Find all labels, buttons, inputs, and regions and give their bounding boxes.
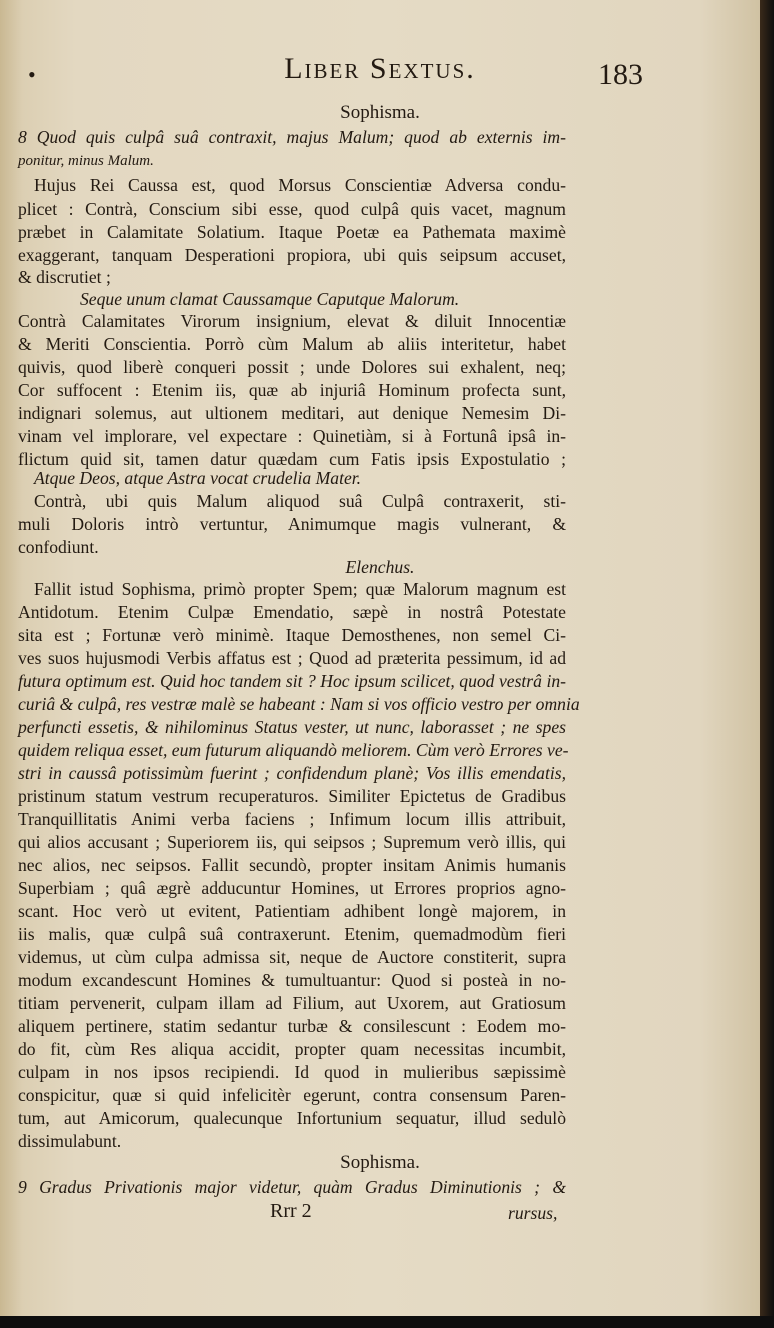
text-line: exaggerant, tanquam Desperationi propiora, ubi quis seipsum accuset, xyxy=(18,245,566,265)
text-line: futura optimum est. Quid hoc tandem sit ? Hoc ipsum scilicet, quod vestrâ in- xyxy=(18,671,566,691)
bottom-edge-shadow xyxy=(0,1316,774,1328)
verse-quote: Atque Deos, atque Astra vocat crudelia Mater. xyxy=(34,468,362,488)
text-line: videmus, ut cùm culpa admissa sit, neque de Auctore constiterit, supra xyxy=(18,947,566,967)
text-line: tum, aut Amicorum, qualecunque Infortunium sequatur, illud sedulò xyxy=(18,1108,566,1128)
text-line: qui alios accusant ; Superiorem iis, qui seipsos ; Supremum verò illis, qui xyxy=(18,832,566,852)
text-line: do fit, cùm Res aliqua accidit, propter quam necessitas incumbit, xyxy=(18,1039,566,1059)
text-line: quidem reliqua esset, eum futurum aliquandò meliorem. Cùm verò Errores ve- xyxy=(18,740,569,760)
page-number: 183 xyxy=(598,58,643,91)
text-line: quivis, quod liberè conqueri possit ; unde Dolores sui exhalent, neq; xyxy=(18,357,566,377)
text-line: stri in caussâ potissimùm fuerint ; confidendum planè; Vos illis emendatis, xyxy=(18,763,566,783)
verse-quote: Seque unum clamat Caussamque Caputque Malorum. xyxy=(80,289,460,309)
text-line: & Meriti Conscientia. Porrò cùm Malum ab aliis interitetur, habet xyxy=(18,334,566,354)
margin-bullet: • xyxy=(28,62,36,87)
text-line: modum excandescunt Homines & tumultuantur: Quod si posteà in no- xyxy=(18,970,566,990)
text-line: 9 Gradus Privationis major videtur, quàm Gradus Diminutionis ; & xyxy=(18,1177,566,1197)
text-line: vinam vel implorare, vel expectare : Quinetiàm, si à Fortunâ ipsâ in- xyxy=(18,426,566,446)
text-line: Fallit istud Sophisma, primò propter Spem; quæ Malorum magnum est xyxy=(34,579,566,599)
text-line: ves suos hujusmodi Verbis affatus est ; Quod ad præterita pessimum, id ad xyxy=(18,648,566,668)
text-line: aliquem pertinere, statim sedantur turbæ & consilescunt : Eodem mo- xyxy=(18,1016,566,1036)
section-heading-elenchus: Elenchus. xyxy=(345,557,415,577)
text-line: Superbiam ; quâ ægrè adducuntur Homines, ut Errores proprios agno- xyxy=(18,878,566,898)
catchword: rursus, xyxy=(508,1203,558,1223)
text-line: scant. Hoc verò ut evitent, Patientiam adhibent longè majorem, in xyxy=(18,901,566,921)
text-line: Tranquillitatis Animi verba faciens ; Infimum locum illis attribuit, xyxy=(18,809,566,829)
text-line: plicet : Contrà, Conscium sibi esse, quod culpâ quis vacet, magnum xyxy=(18,199,566,219)
text-line: nec alios, nec seipsos. Fallit secundò, propter insitam Animis humanis xyxy=(18,855,566,875)
text-line: ponitur, minus Malum. xyxy=(18,153,154,169)
text-line: flictum quid sit, tamen datur quædam cum Fatis ipsis Expostulatio ; xyxy=(18,449,566,469)
text-line: conspicitur, quæ si quid infelicitèr egerunt, contra consensum Paren- xyxy=(18,1085,566,1105)
page-edge-shadow xyxy=(760,0,774,1328)
section-heading-sophisma: Sophisma. xyxy=(340,1152,420,1173)
signature-mark: Rrr 2 xyxy=(270,1200,312,1222)
section-heading-sophisma: Sophisma. xyxy=(340,102,420,123)
text-line: dissimulabunt. xyxy=(18,1131,122,1151)
text-line: Cor suffocent : Etenim iis, quæ ab injuriâ Hominum profecta sunt, xyxy=(18,380,566,400)
text-line: muli Doloris intrò vertuntur, Animumque magis vulnerant, & xyxy=(18,514,566,534)
text-line: titiam pervenerit, culpam illam ad Filium, aut Uxorem, aut Gratiosum xyxy=(18,993,566,1013)
text-line: pristinum statum vestrum recuperaturos. Similiter Epictetus de Gradibus xyxy=(18,786,566,806)
text-line: indignari solemus, aut ultionem meditari, aut denique Nemesim Di- xyxy=(18,403,566,423)
text-line: Contrà Calamitates Virorum insignium, elevat & diluit Innocentiæ xyxy=(18,311,566,331)
text-line: Antidotum. Etenim Culpæ Emendatio, sæpè in nostrâ Potestate xyxy=(18,602,566,622)
text-line: 8 Quod quis culpâ suâ contraxit, majus Malum; quod ab externis im- xyxy=(18,127,566,147)
running-head: Liber Sextus. xyxy=(284,52,476,85)
text-line: perfuncti essetis, & nihilominus Status vester, ut nunc, laborasset ; ne spes xyxy=(18,717,566,737)
text-line: sita est ; Fortunæ verò minimè. Itaque Demosthenes, non semel Ci- xyxy=(18,625,566,645)
text-line: Hujus Rei Caussa est, quod Morsus Conscientiæ Adversa condu- xyxy=(34,175,566,195)
text-line: & discrutiet ; xyxy=(18,267,111,287)
text-line: præbet in Calamitate Solatium. Itaque Poetæ ea Pathemata maximè xyxy=(18,222,566,242)
text-line: iis malis, quæ culpâ suâ contraxerunt. Etenim, quemadmodùm fieri xyxy=(18,924,566,944)
text-line: Contrà, ubi quis Malum aliquod suâ Culpâ contraxerit, sti- xyxy=(34,491,566,511)
text-line: culpam in nos ipsos recipiendi. Id quod in mulieribus sæpissimè xyxy=(18,1062,566,1082)
text-line: confodiunt. xyxy=(18,537,99,557)
text-line: curiâ & culpâ, res vestræ malè se habeant : Nam si vos officio vestro per omnia xyxy=(18,694,580,714)
